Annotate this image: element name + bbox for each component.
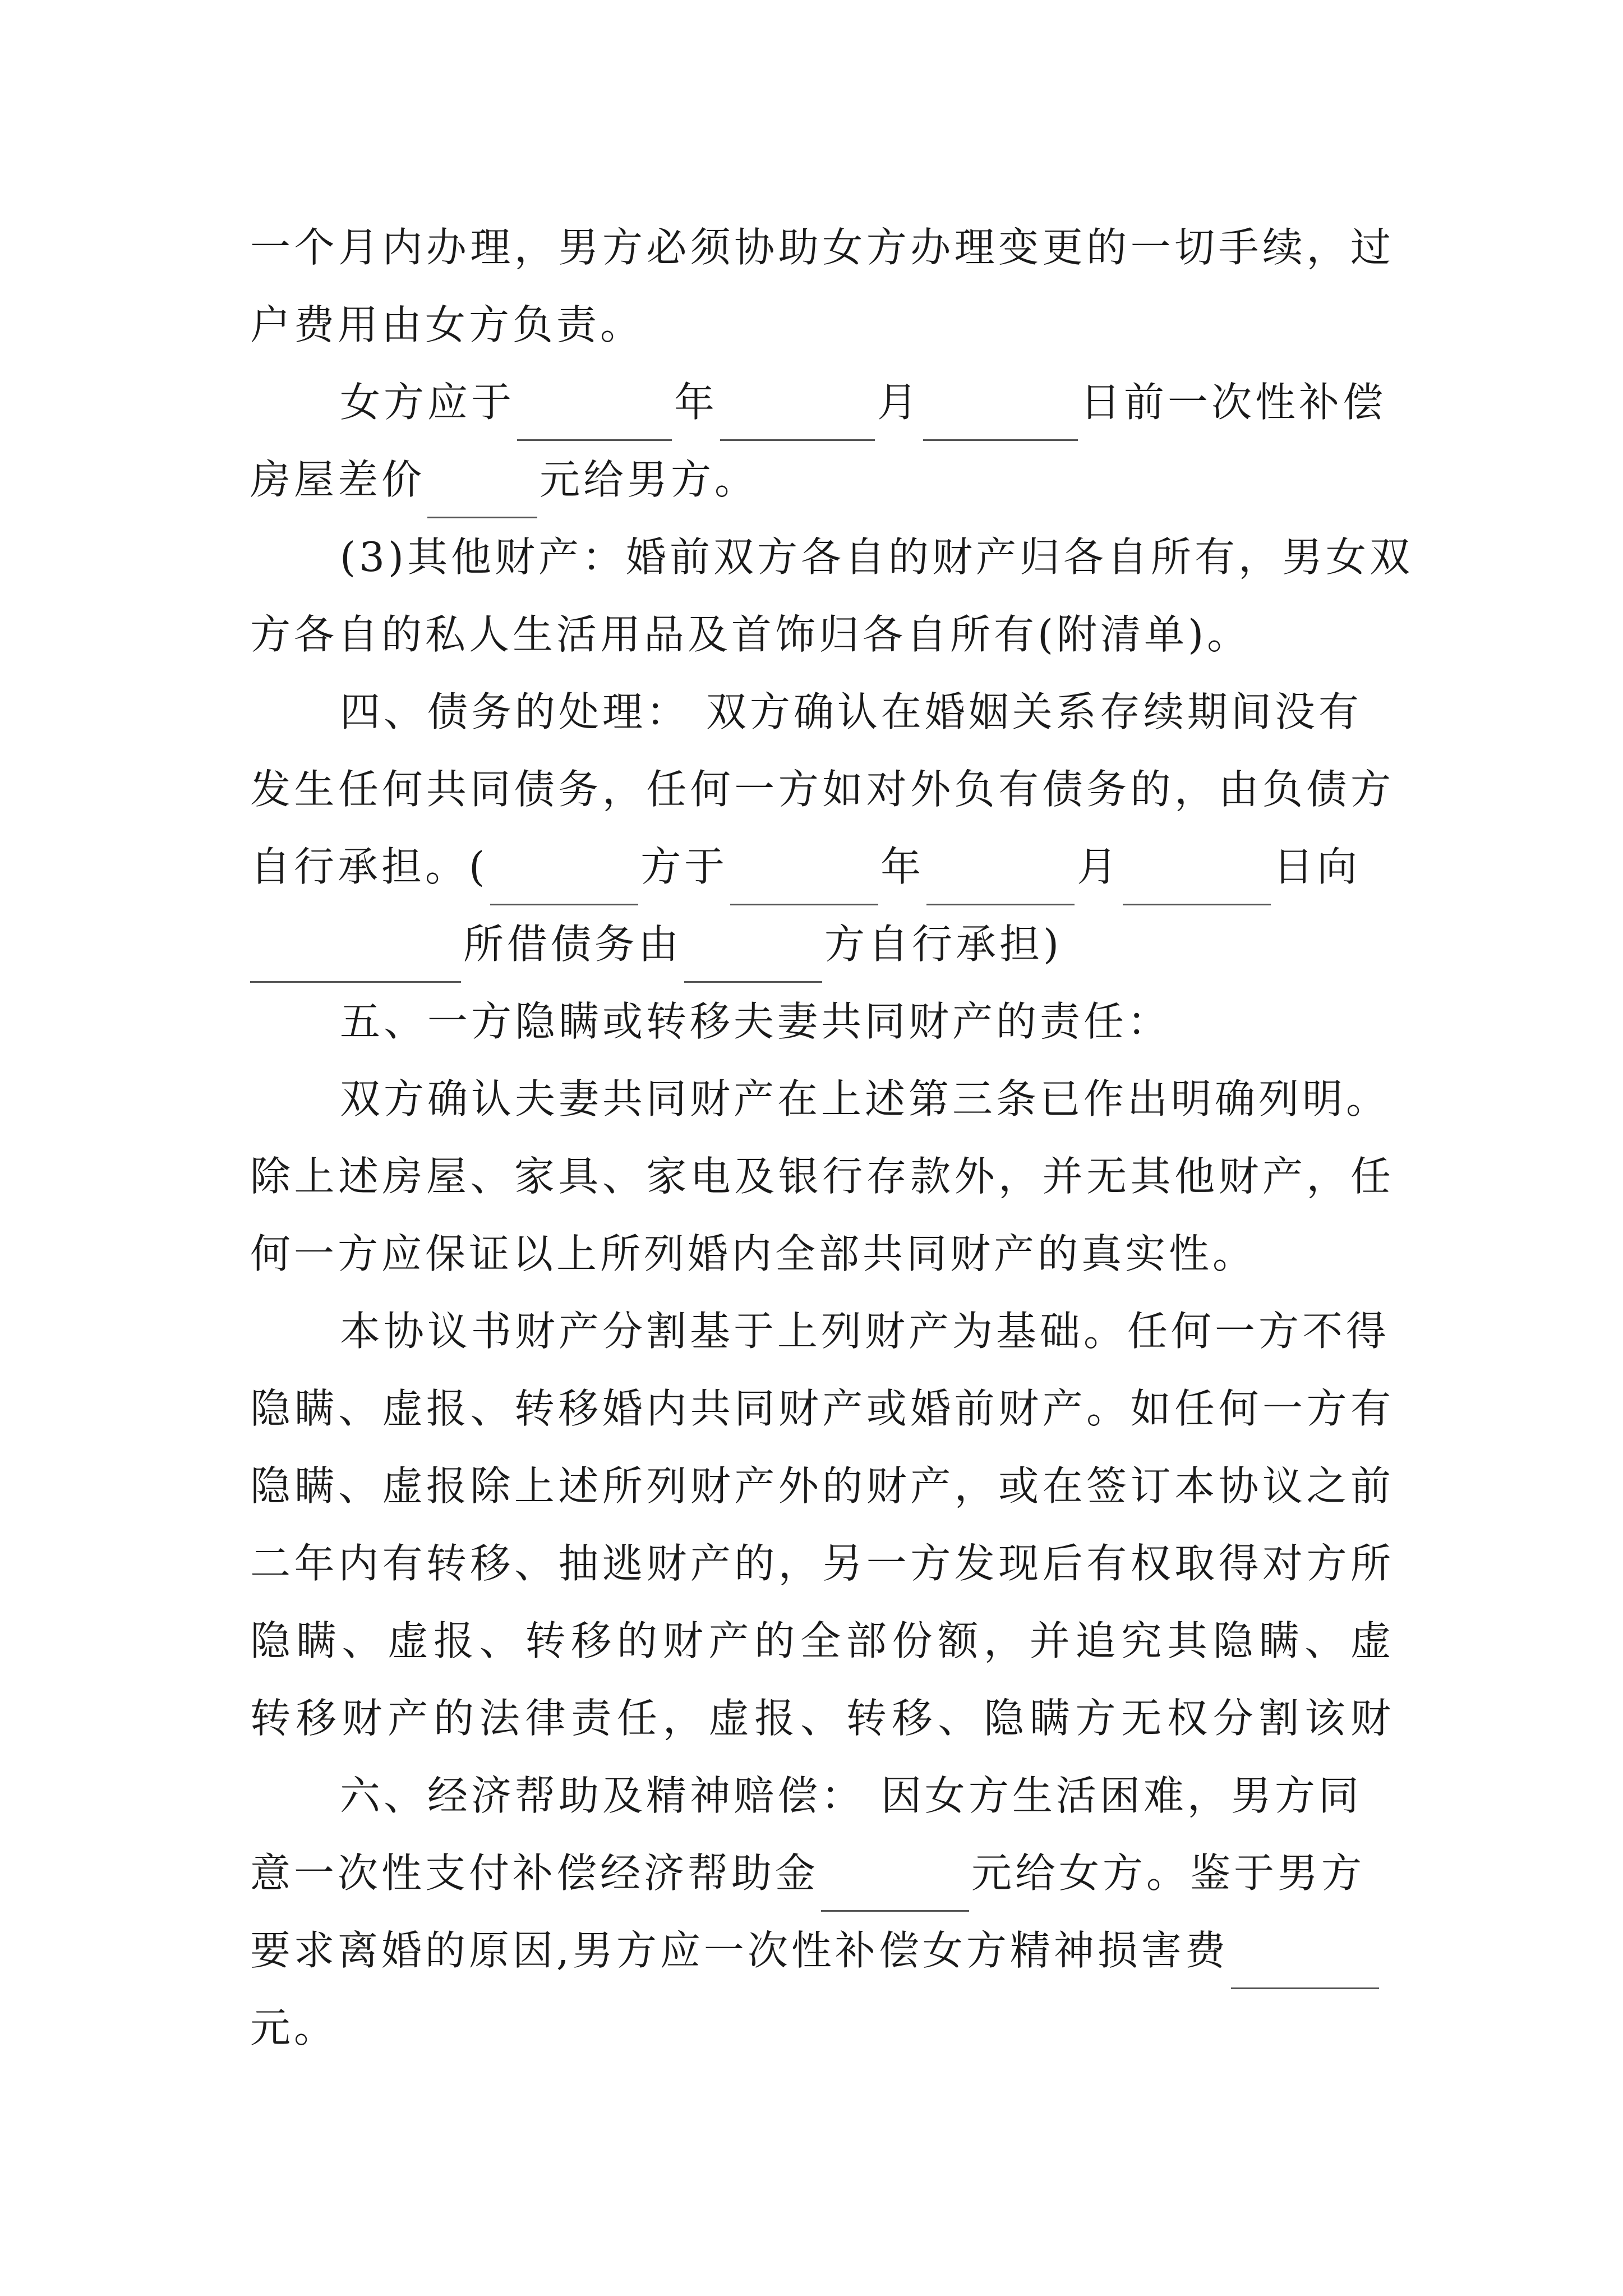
amount-fill-line xyxy=(250,1912,1394,1989)
line-text: 所借债务由 xyxy=(463,921,683,968)
line-text: 要求离婚的原因,男方应一次性补偿女方精神损害费 xyxy=(250,1927,1229,1974)
line-text: 月 xyxy=(1077,843,1121,890)
text-line xyxy=(250,1602,1394,1680)
blank-creditor[interactable] xyxy=(250,937,461,983)
text-line xyxy=(250,1370,1394,1447)
line-text: 日向 xyxy=(1273,843,1361,890)
line-text: 女方应于 xyxy=(340,379,515,426)
line-text: 隐瞒、虚报、转移的财产的全部份额，并追究其隐瞒、虚 xyxy=(250,1617,1394,1664)
blank-amount[interactable] xyxy=(821,1866,969,1912)
text-line xyxy=(250,1138,1394,1215)
text-line xyxy=(340,518,1413,596)
line-text: 一个月内办理，男方必须协助女方办理变更的一切手续，过 xyxy=(250,224,1394,271)
line-text: 月 xyxy=(877,379,921,426)
line-text: 隐瞒、虚报、转移婚内共同财产或婚前财产。如任何一方有 xyxy=(250,1385,1394,1432)
text-line xyxy=(250,1680,1394,1757)
line-text: 元给男方。 xyxy=(540,456,759,503)
section-heading-line xyxy=(340,1757,1394,1834)
text-line xyxy=(250,596,1394,673)
line-text: 四、债务的处理： 双方确认在婚姻关系存续期间没有 xyxy=(340,688,1362,735)
line-text: 元。 xyxy=(250,2004,338,2051)
line-text: 方于 xyxy=(640,843,728,890)
text-line xyxy=(250,1215,1394,1292)
line-text: 何一方应保证以上所列婚内全部共同财产的真实性。 xyxy=(250,1230,1257,1277)
debt-fill-line xyxy=(250,828,1394,905)
line-text: 本协议书财产分割基于上列财产为基础。任何一方不得 xyxy=(340,1308,1390,1355)
line-text: 隐瞒、虚报除上述所列财产外的财产，或在签订本协议之前 xyxy=(250,1462,1394,1510)
line-text: 自行承担。( xyxy=(250,843,488,890)
blank-year[interactable] xyxy=(517,395,672,441)
line-text: 发生任何共同债务，任何一方如对外负有债务的，由负债方 xyxy=(250,766,1394,813)
line-text: 除上述房屋、家具、家电及银行存款外，并无其他财产，任 xyxy=(250,1153,1394,1200)
text-line xyxy=(250,286,1394,364)
line-text: 元给女方。鉴于男方 xyxy=(971,1849,1366,1897)
text-line xyxy=(250,209,1394,286)
amount-fill-line xyxy=(250,1834,1394,1912)
section-heading-line xyxy=(340,983,1394,1060)
line-text: 房屋差价 xyxy=(250,456,426,503)
amount-fill-line xyxy=(250,441,1394,518)
blank-year[interactable] xyxy=(730,860,878,905)
blank-day[interactable] xyxy=(1123,860,1271,905)
line-text: 年 xyxy=(674,379,718,426)
text-line xyxy=(340,1292,1394,1370)
blank-month[interactable] xyxy=(720,395,875,441)
line-text: 方各自的私人生活用品及首饰归各自所有(附清单)。 xyxy=(250,611,1251,658)
line-text: 六、经济帮助及精神赔偿： 因女方生活困难，男方同 xyxy=(340,1772,1362,1819)
line-text: (3)其他财产：婚前双方各自的财产归各自所有，男女双 xyxy=(340,533,1413,581)
blank-amount[interactable] xyxy=(1231,1944,1379,1989)
line-text: 五、一方隐瞒或转移夫妻共同财产的责任： xyxy=(340,998,1172,1045)
line-text: 意一次性支付补偿经济帮助金 xyxy=(250,1849,819,1897)
line-text: 二年内有转移、抽逃财产的，另一方发现后有权取得对方所 xyxy=(250,1540,1394,1587)
line-text: 户费用由女方负责。 xyxy=(250,301,644,348)
line-text: 双方确认夫妻共同财产在上述第三条已作出明确列明。 xyxy=(340,1075,1390,1122)
line-text: 方自行承担) xyxy=(824,921,1063,968)
debt-fill-line xyxy=(250,905,1394,983)
text-line xyxy=(250,751,1394,828)
blank-month[interactable] xyxy=(926,860,1075,905)
blank-party[interactable] xyxy=(684,937,822,983)
text-line xyxy=(250,1525,1394,1602)
blank-party[interactable] xyxy=(490,860,638,905)
line-text: 日前一次性补偿 xyxy=(1080,379,1387,426)
text-line xyxy=(250,1989,1394,2067)
blank-day[interactable] xyxy=(923,395,1078,441)
line-text: 转移财产的法律责任，虚报、转移、隐瞒方无权分割该财 xyxy=(250,1695,1394,1742)
section-heading-line xyxy=(340,673,1394,751)
line-text: 年 xyxy=(880,843,925,890)
blank-amount[interactable] xyxy=(427,473,537,518)
text-line xyxy=(340,1060,1394,1138)
date-fill-line xyxy=(340,364,1394,441)
text-line xyxy=(250,1447,1394,1525)
